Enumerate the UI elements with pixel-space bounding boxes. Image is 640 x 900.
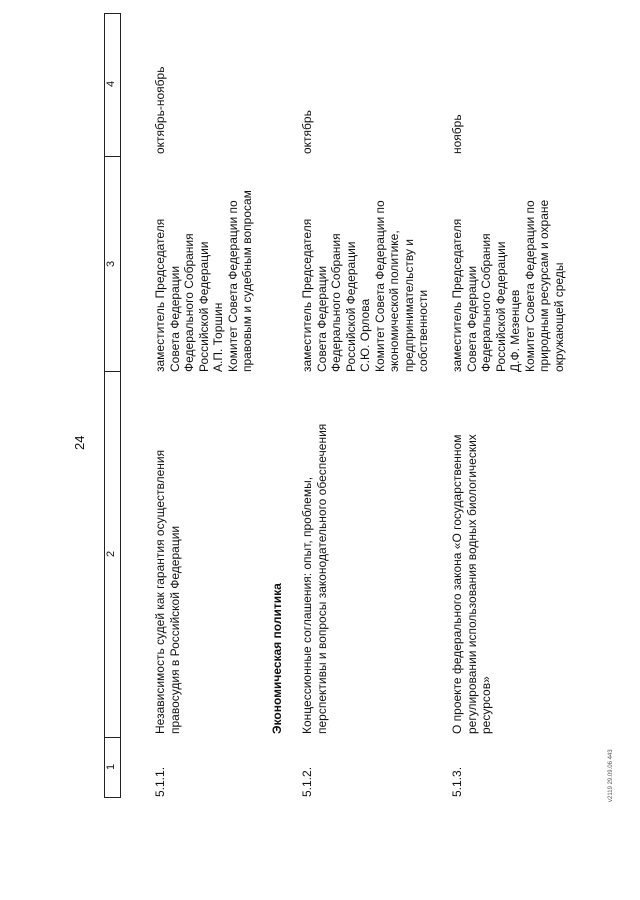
row-date: ноябрь — [450, 114, 464, 154]
row-topic: О проекте федерального закона «О государственном регулировании использования водных биологических ресурсов» — [450, 434, 493, 734]
column-header-2: 2 — [105, 550, 117, 557]
column-header-1: 1 — [105, 763, 117, 770]
row-date: октябрь-ноябрь — [153, 66, 167, 154]
column-header-4: 4 — [105, 80, 117, 87]
col-divider — [104, 797, 120, 798]
row-topic: Концессионные соглашения: опыт, проблемы, перспективы и вопросы законодательного обеспечения — [300, 423, 329, 734]
row-topic: Независимость судей как гарантия осуществления правосудия в Российской Федерации — [153, 449, 182, 734]
col-divider — [104, 371, 120, 372]
row-responsible: заместитель Председателя Совета Федерации Федерального Собрания Российской Федерации А.П. Торшин Комитет Совета Федерации по правовым и судебным вопросам — [153, 190, 254, 372]
column-header-3: 3 — [105, 260, 117, 267]
table-top-border — [104, 13, 105, 798]
section-heading: Экономическая политика — [270, 583, 284, 734]
row-number: 5.1.1. — [153, 766, 167, 797]
col-divider — [104, 13, 120, 14]
table-header-bottom-border — [120, 13, 121, 798]
col-divider — [104, 156, 120, 157]
print-stamp: v2119 29.09.06 443 — [608, 749, 614, 802]
col-divider — [104, 737, 120, 738]
row-date: октябрь — [300, 110, 314, 154]
row-number: 5.1.2. — [300, 766, 314, 797]
row-responsible: заместитель Председателя Совета Федерации Федерального Собрания Российской Федерации С.Ю. Орлова Комитет Совета Федерации по экономической политике, предпринимательству и собственности — [300, 200, 430, 372]
page-number: 24 — [72, 435, 87, 450]
row-number: 5.1.3. — [450, 766, 464, 797]
row-responsible: заместитель Председателя Совета Федерации Федерального Собрания Российской Федерации Д.Ф. Мезенцев Комитет Совета Федерации по природным ресурсам и охране окружающей среды — [450, 199, 566, 372]
